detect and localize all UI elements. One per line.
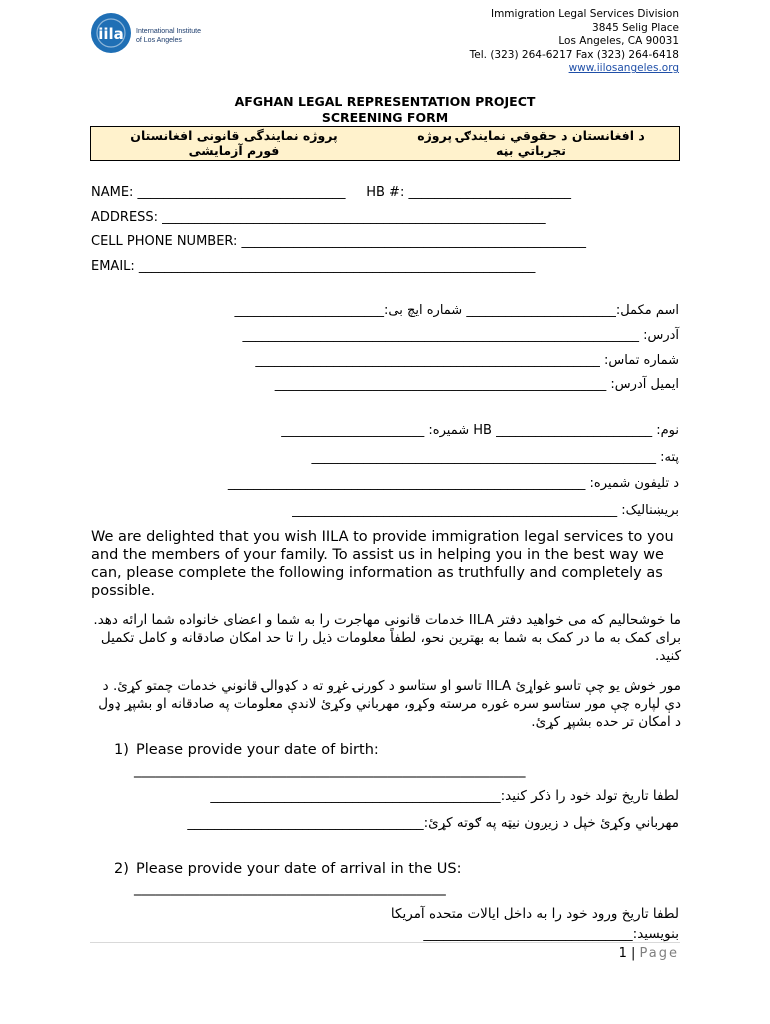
question-2-farsi-line-2[interactable]: بنویسید:_______________________________	[423, 926, 679, 942]
phone-fax: Tel. (323) 264-6217 Fax (323) 264-6418	[469, 48, 679, 61]
svg-text:iila: iila	[98, 25, 124, 43]
organization-address	[470, 8, 679, 76]
logo-line-2: of Los Angeles	[136, 37, 182, 44]
farsi-title-line-1: پروژه نمایندگی قانونی افغانستان	[130, 128, 338, 143]
iila-logo-icon	[90, 12, 132, 54]
question-2-answer-blank[interactable]: ___________________________________________	[134, 880, 446, 896]
iila-logo	[90, 12, 230, 54]
page-number	[619, 946, 679, 962]
logo-line-1: International Institute	[136, 28, 201, 35]
pashto-email-field[interactable]: بریښنالیک: __________________________________________________	[292, 503, 679, 518]
logo-caption	[136, 27, 201, 45]
division-name: Immigration Legal Services Division	[490, 8, 679, 20]
email-field[interactable]: EMAIL: _____________________________________________________________	[91, 259, 536, 274]
question-2-number: 2)	[114, 861, 129, 877]
intro-farsi: ما خوشحالیم که می خواهید دفتر IILA خدمات قانونی مهاجرت را به شما و اعضای خانواده شما ارائه دهد. برای کمک به ما در کمک به شما به بهترین نحو، لطفاً معلومات ذیل را تا حد امکان صادقانه و کامل تکمیل کنید.	[93, 612, 681, 664]
question-1-pashto[interactable]: مهرباني وکړئ خپل د زیږون نیټه په ګوته کړئ:___________________________________	[187, 815, 679, 831]
cell-phone-field[interactable]: CELL PHONE NUMBER: _____________________________________________________	[91, 234, 587, 249]
intro-english: We are delighted that you wish IILA to provide immigration legal services to you and the members of your family. To assist us in helping you in the best way we can, please complete the following information as truthfully and completely as possible.	[91, 529, 674, 599]
website-link[interactable]: www.iilosangeles.org	[568, 62, 679, 75]
question-1-number: 1)	[114, 742, 129, 758]
city-address: Los Angeles, CA 90031	[558, 35, 679, 48]
title-line-2: SCREENING FORM	[321, 110, 449, 125]
name-hb-field[interactable]: NAME: ________________________________ HB #: _________________________	[91, 185, 571, 200]
intro-pashto: مور خوش یو چې تاسو غواړئ IILA تاسو او ستاسو د کورنۍ غړو ته د کډوالۍ قانوني خدمات چمتو کړئ. د دې لپاره چې مور ستاسو سره غوره مرسته وکړو، مهرباني وکړئ لاندې معلومات په صادقانه او بشپړ ډول د امکان تر حده بشپړ کړئ.	[98, 678, 681, 730]
pashto-name-hb-field[interactable]: نوم: ________________________ HB شمیره: ______________________	[281, 423, 679, 438]
question-2-english: Please provide your date of arrival in the US:	[136, 861, 462, 877]
pashto-title-line-2: تجرباتي بڼه	[496, 143, 566, 158]
pashto-phone-field[interactable]: د تلیفون شمیره: _______________________________________________________	[227, 476, 679, 491]
farsi-name-hb-field[interactable]: اسم مکمل:_______________________ شماره ایچ بی:_______________________	[234, 303, 679, 318]
title-line-1: AFGHAN LEGAL REPRESENTATION PROJECT	[234, 94, 536, 109]
address-field[interactable]: ADDRESS: ___________________________________________________________	[91, 210, 546, 225]
page-label: Page	[639, 946, 679, 961]
street-address: 3845 Selig Place	[592, 21, 679, 34]
pashto-title	[401, 128, 661, 158]
question-2-farsi-line-1: لطفا تاریخ ورود خود را به داخل ایالات متحده آمریکا	[390, 906, 679, 922]
farsi-title	[109, 128, 359, 158]
translated-title-band	[90, 126, 680, 161]
question-1-farsi[interactable]: لطفا تاریخ تولد خود را ذکر کنید:___________________________________________	[210, 788, 679, 804]
farsi-address-field[interactable]: آدرس: _____________________________________________________________	[242, 328, 679, 343]
page-number-value: 1	[618, 946, 627, 961]
pashto-address-field[interactable]: پته: _____________________________________________________	[311, 450, 679, 465]
farsi-title-line-2: فورم آزمایشی	[188, 143, 280, 158]
page-number-separator: |	[630, 946, 636, 961]
document-title	[0, 94, 770, 126]
pashto-title-line-1: د افغانستان د حقوقي نمایندګۍ پروژه	[417, 128, 645, 143]
question-1-answer-blank[interactable]: ______________________________________________________	[134, 762, 526, 778]
question-1-english: Please provide your date of birth:	[136, 742, 379, 758]
farsi-contact-field[interactable]: شماره تماس: _____________________________________________________	[255, 353, 679, 368]
farsi-email-field[interactable]: ایمیل آدرس: ___________________________________________________	[274, 377, 679, 392]
footer-divider	[90, 942, 680, 943]
